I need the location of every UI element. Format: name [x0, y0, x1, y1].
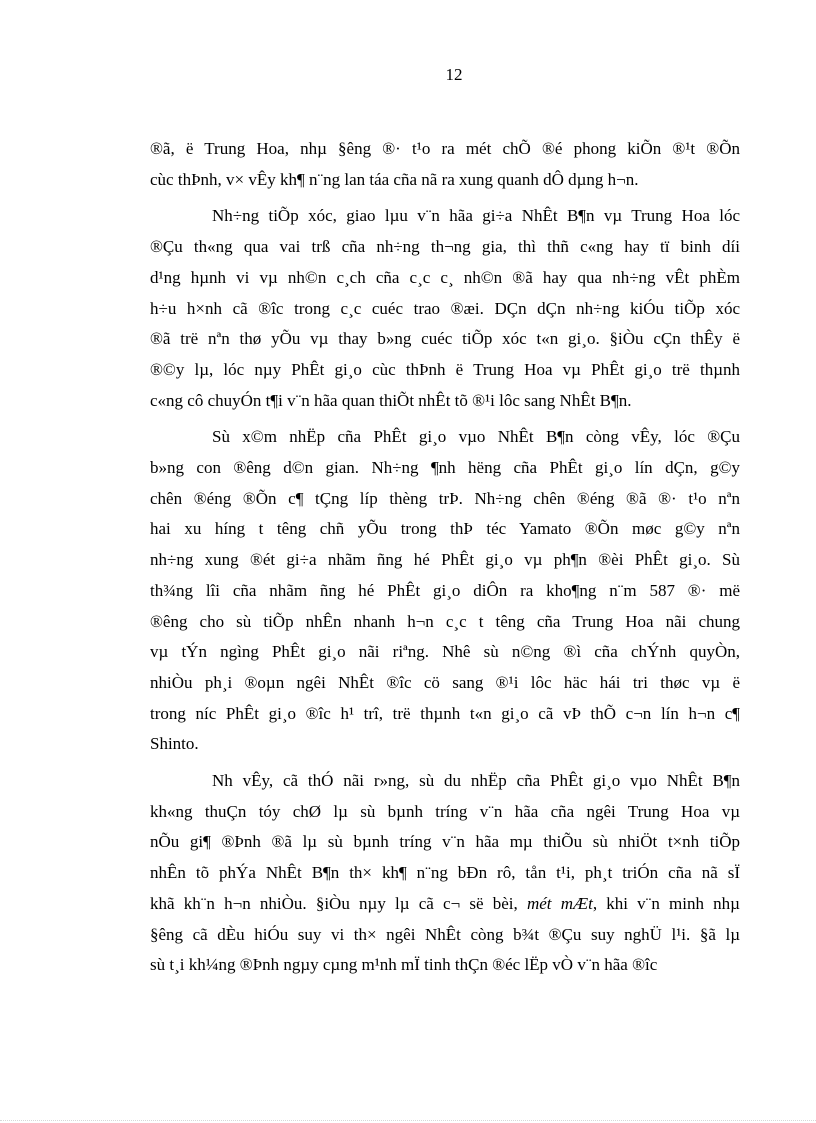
text-line: nhiÒu ph¸i ®oµn ngêi NhÊt ®îc cö sang ®¹i lôc häc hái tri thøc vµ ë [150, 672, 740, 692]
text-fragment: khã kh¨n h¬n nhiÒu. §iÒu nµy lµ cã c¬ së bèi, [150, 893, 527, 913]
text-line: ®Çu th«ng qua vai trß cña nh÷ng th¬ng gia, thì thñ c«ng hay tï binh díi [150, 237, 740, 257]
text-line: Nh÷ng tiÕp xóc, giao lµu v¨n hãa gi÷a NhÊt B¶n vµ Trung Hoa lóc [212, 206, 740, 226]
text-line: chên ®éng ®Õn c¶ tÇng líp thèng trÞ. Nh÷ng chên ®éng ®ã ®· t¹o nªn [150, 488, 740, 508]
text-line: th¾ng lîi cña nhãm ñng hé PhÊt gi¸o diÔn ra kho¶ng n¨m 587 ®· më [150, 580, 740, 600]
text-line: nÕu gi¶ ®Þnh ®ã lµ sù bµnh tríng v¨n hãa mµ thiÕu sù nhiÖt t×nh tiÕp [150, 832, 740, 852]
paragraph-4 [150, 766, 740, 981]
text-line: d¹ng hµnh vi vµ nh©n c¸ch cña c¸c c¸ nh©n ®ã hay qua nh÷ng vÊt phÈm [150, 267, 740, 287]
text-line: ®©y lµ, lóc nµy PhÊt gi¸o cùc thÞnh ë Trung Hoa vµ PhÊt gi¸o trë thµnh [150, 359, 740, 379]
paragraph-2 [150, 201, 740, 416]
text-line: nh÷ng xung ®ét gi÷a nhãm ñng hé PhÊt gi¸o vµ ph¶n ®èi PhÊt gi¸o. Sù [150, 550, 740, 570]
paragraph-1 [150, 134, 740, 195]
text-line: vµ tÝn ngìng PhÊt gi¸o nãi riªng. Nhê sù n©ng ®ì cña chÝnh quyÒn, [150, 642, 740, 662]
text-line: sù t¸i kh¼ng ®Þnh ngµy cµng m¹nh mÏ tinh thÇn ®éc lËp vÒ v¨n hãa ®îc [150, 955, 658, 975]
text-line: c«ng cô chuyÓn t¶i v¨n hãa quan thiÕt nhÊt tõ ®¹i lôc sang NhÊt B¶n. [150, 390, 632, 410]
text-line: Nh vÊy, cã thÓ nãi r»ng, sù du nhËp cña PhÊt gi¸o vµo NhÊt B¶n [212, 771, 740, 791]
text-line: §êng cã dÈu hiÓu suy vi th× ngêi NhÊt còng b¾t ®Çu suy nghÜ l¹i. §ã lµ [150, 924, 740, 944]
text-fragment: , khi v¨n minh nhµ [592, 893, 740, 913]
text-line: ®êng cho sù tiÕp nhÊn nhanh h¬n c¸c t têng cña Trung Hoa nãi chung [150, 611, 740, 631]
text-line: cùc thÞnh, v× vÊy kh¶ n¨ng lan táa cña nã ra xung quanh dÔ dµng h¬n. [150, 169, 639, 189]
text-line-mixed [150, 889, 740, 920]
italic-fragment: mét mÆt [526, 893, 593, 913]
text-line: hai xu híng t têng chñ yÕu trong thÞ téc Yamato ®Õn møc g©y nªn [150, 519, 740, 539]
text-line: Shinto. [150, 734, 199, 754]
text-line: h÷u h×nh cã ®îc trong c¸c cuéc trao ®æi. DÇn dÇn nh÷ng kiÓu tiÕp xóc [150, 298, 740, 318]
text-line: ®ã, ë Trung Hoa, nhµ §êng ®· t¹o ra mét chÕ ®é phong kiÕn ®¹t ®Õn [150, 139, 740, 158]
paragraph-3 [150, 422, 740, 760]
page-bottom-divider [0, 1120, 816, 1121]
text-line: b»ng con ®êng d©n gian. Nh÷ng ¶nh hëng cña PhÊt gi¸o lín dÇn, g©y [150, 458, 740, 478]
document-body [150, 134, 740, 987]
page-number: 12 [445, 65, 463, 84]
text-line: ®ã trë nªn thø yÕu vµ thay b»ng cuéc tiÕp xóc t«n gi¸o. §iÒu cÇn thÊy ë [150, 329, 740, 349]
text-line: Sù x©m nhËp cña PhÊt gi¸o vµo NhÊt B¶n còng vÊy, lóc ®Çu [212, 427, 740, 447]
text-line: trong níc PhÊt gi¸o ®îc h¹ trî, trë thµnh t«n gi¸o cã vÞ thÕ c¬n lín h¬n c¶ [150, 703, 740, 723]
text-line: kh«ng thuÇn tóy chØ lµ sù bµnh tríng v¨n hãa cña ngêi Trung Hoa vµ [150, 801, 740, 821]
text-line: nhÊn tõ phÝa NhÊt B¶n th× kh¶ n¨ng bÐn rô, tån t¹i, ph¸t triÓn cña nã sÏ [150, 863, 740, 883]
